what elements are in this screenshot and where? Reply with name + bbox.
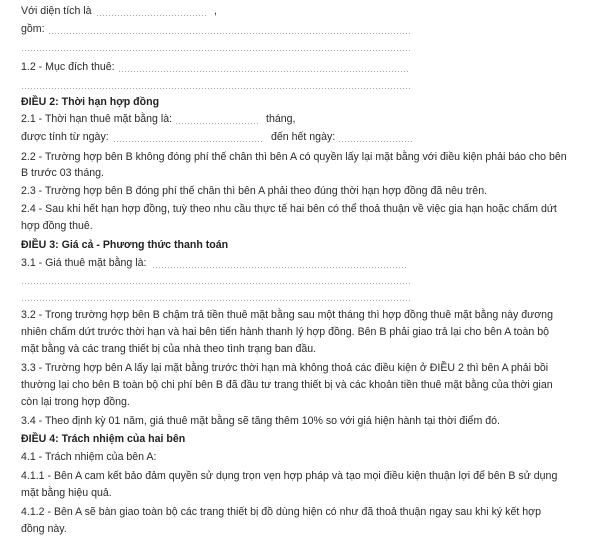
fill-blank-area	[96, 15, 208, 16]
clause-4-1-2-line-1: 4.1.2 - Bên A sẽ bàn giao toàn bộ các trang thiết bị đồ dùng hiện có như đã thoả thuận ngay sau khi ký kết hợp	[21, 506, 541, 518]
clause-2-4-line-1: 2.4 - Sau khi hết hạn hợp đồng, tuỳ theo nhu cầu thực tế hai bên có thể thoả thuận về việc gia hạn hoặc chấm dứt	[21, 203, 557, 215]
clause-3-1-label: 3.1 - Giá thuê mặt bằng là:	[21, 257, 147, 269]
article-3-heading: ĐIỀU 3: Giá cả - Phương thức thanh toán	[21, 239, 229, 251]
fill-blank-end-date	[338, 141, 412, 142]
clause-3-2-line-2: nhiên chấm dứt trước thời hạn và hai bên tiến hành thanh lý hợp đồng. Bên B phải giao trả lại cho bên A toàn bộ	[21, 326, 549, 338]
clause-4-1-2-line-2: đồng này.	[21, 523, 67, 535]
fill-blank-price	[152, 267, 406, 268]
includes-label: gồm:	[21, 23, 45, 35]
fill-blank-line	[21, 283, 412, 284]
article-2-heading: ĐIỀU 2: Thời hạn hợp đồng	[21, 96, 160, 108]
clause-4-1-1-line-2: mặt bằng hiệu quả.	[21, 487, 112, 499]
clause-4-1: 4.1 - Trách nhiệm của bên A:	[21, 451, 157, 463]
clause-2-1-to-label: đến hết ngày:	[271, 131, 336, 143]
clause-3-2-line-3: mặt bằng và các trang thiết bị của nhà theo tình trạng ban đầu.	[21, 343, 317, 355]
clause-2-1-unit: tháng,	[266, 113, 296, 125]
fill-blank-purpose	[118, 71, 410, 72]
clause-2-3: 2.3 - Trường hợp bên B đóng phí thế chân thì bên A phải theo đúng thời hạn hợp đồng đã nêu trên.	[21, 185, 488, 197]
article-4-heading: ĐIỀU 4: Trách nhiệm của hai bên	[21, 433, 186, 445]
clause-3-3-line-2: thường lại cho bên B toàn bộ chi phí bên B đã đầu tư trang thiết bị và các khoản tiền thuê mặt bằng của thời gian	[21, 379, 553, 391]
clause-2-4-line-2: hợp đồng thuê.	[21, 220, 93, 232]
clause-3-4: 3.4 - Theo định kỳ 01 năm, giá thuê mặt bằng sẽ tăng thêm 10% so với giá hiện hành tại thời điểm đó.	[21, 415, 500, 427]
clause-2-2-line-1: 2.2 - Trường hợp bên B không đóng phí thế chân thì bên A có quyền lấy lại mặt bằng với điều kiện phải báo cho bên	[21, 151, 567, 163]
fill-blank-line	[21, 50, 412, 51]
clause-4-1-1-line-1: 4.1.1 - Bên A cam kết bảo đảm quyền sử dụng trọn vẹn hợp pháp và tạo mọi điều kiện thuận lợi để bên B sử dụng	[21, 470, 558, 482]
area-label: Với diện tích là	[21, 5, 92, 17]
fill-blank-months	[175, 123, 259, 124]
clause-3-2-line-1: 3.2 - Trong trường hợp bên B chậm trả tiền thuê mặt bằng sau một tháng thì hợp đồng thuê mặt bằng này đương	[21, 309, 553, 321]
clause-3-3-line-1: 3.3 - Trường hợp bên A lấy lại mặt bằng trước thời hạn mà không thoả các điều kiện ở ĐIỀU 2 thì bên A phải bồi	[21, 362, 549, 374]
fill-blank-start-date	[113, 141, 263, 142]
purpose-label: 1.2 - Mục đích thuê:	[21, 61, 115, 73]
fill-blank-line	[21, 300, 412, 301]
clause-2-1-label: 2.1 - Thời hạn thuê mặt bằng là:	[21, 113, 173, 125]
fill-blank-line	[21, 88, 412, 89]
fill-blank-includes	[48, 33, 412, 34]
clause-2-2-line-2: B trước 03 tháng.	[21, 167, 104, 179]
area-suffix: ,	[214, 5, 217, 17]
clause-3-3-line-3: còn lại trong hợp đồng.	[21, 396, 130, 408]
clause-2-1-from-label: được tính từ ngày:	[21, 131, 109, 143]
